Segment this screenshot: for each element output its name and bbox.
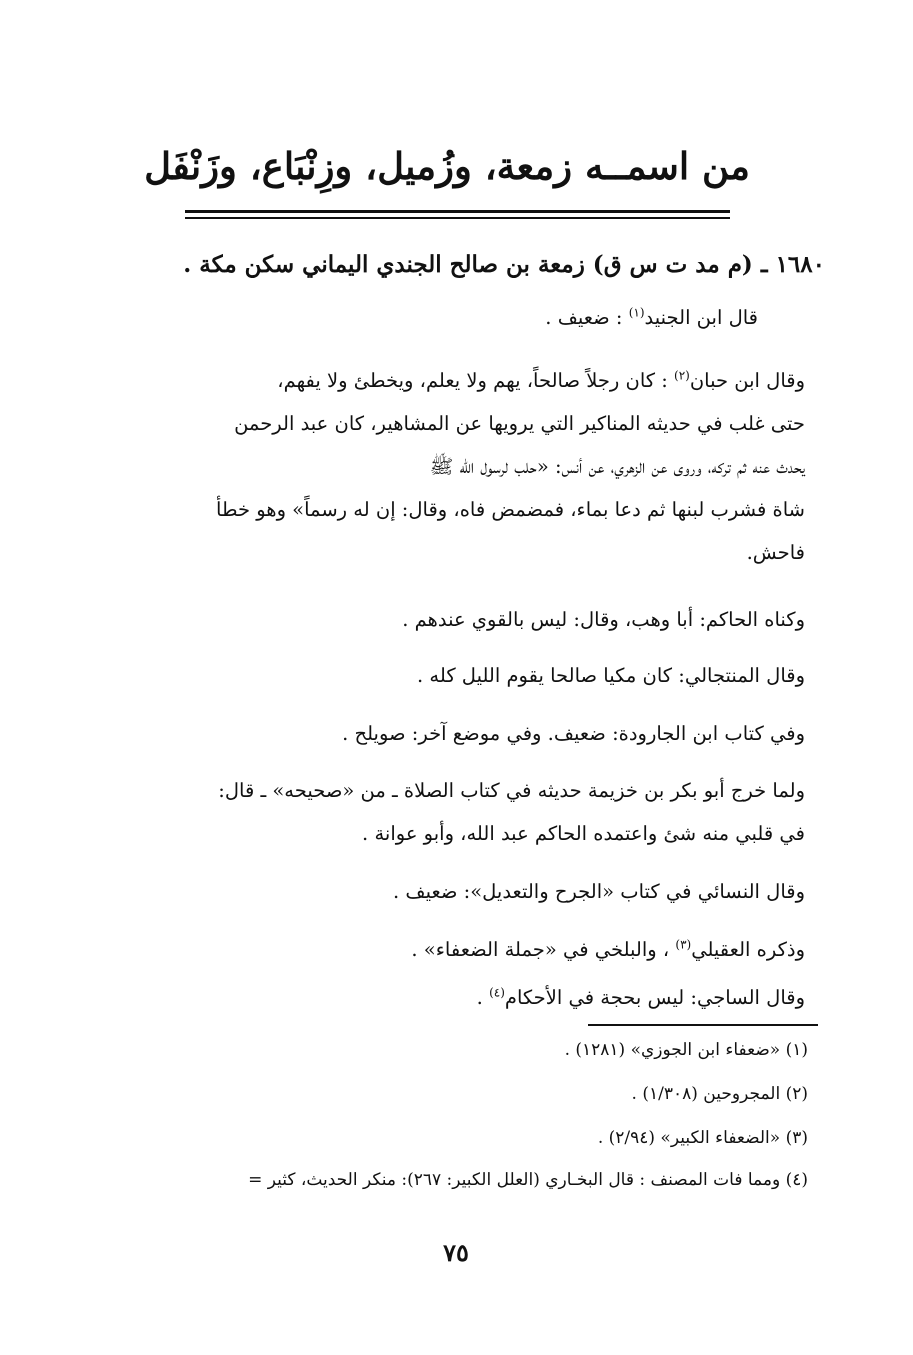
page-number: ٧٥ — [443, 1238, 469, 1267]
paragraph-line — [216, 363, 805, 399]
paragraph-line: في قلبي منه شئ واعتمده الحاكم عبد الله، وأبو عوانة . — [362, 822, 805, 845]
footnote-ref: (١) — [628, 305, 645, 320]
paragraph-al-nasai: وقال النسائي في كتاب «الجرح والتعديل»: ضعيف . — [393, 880, 805, 903]
chapter-title: من اسمــه زمعة، وزُميل، وزِنْبَاع، وزَنْفَل — [144, 144, 750, 188]
paragraph-text: قال ابن الجنيد — [644, 306, 758, 329]
paragraph-ibn-al-junayd — [545, 300, 758, 336]
paragraph-al-hakim: وكناه الحاكم: أبا وهب، وقال: ليس بالقوي عندهم . — [402, 608, 805, 631]
paragraph-text: وقال ابن حبان — [689, 369, 805, 392]
title-divider — [185, 210, 730, 219]
footnote-ref: (٣) — [675, 937, 692, 952]
paragraph-al-muntajali: وقال المنتجالي: كان مكيا صالحا يقوم الليل كله . — [417, 664, 805, 687]
paragraph-al-saji — [477, 980, 805, 1016]
footnote-3: (٣) «الضعفاء الكبير» (٢/٩٤) . — [597, 1128, 808, 1148]
paragraph-text: وقال الساجي: ليس بحجة في الأحكام — [504, 986, 805, 1009]
footnote-divider — [588, 1024, 818, 1026]
paragraph-line: شاة فشرب لبنها ثم دعا بماء، فمضمض فاه، وقال: إن له رسماً» وهو خطأ — [216, 498, 805, 521]
paragraph-text: . — [476, 986, 490, 1009]
paragraph-text: : كان رجلاً صالحاً، يهم ولا يعلم، ويخطئ ولا يفهم، — [277, 369, 675, 392]
paragraph-line: يحدث عنه ثم تركه، وروى عن الزهري، عن أنس: «حلب لرسول الله ﷺ — [429, 455, 805, 478]
footnote-1: (١) «ضعفاء ابن الجوزي» (١٢٨١) . — [564, 1040, 808, 1060]
footnote-ref: (٤) — [489, 985, 505, 1000]
entry-heading: ١٦٨٠ ـ (م مد ت س ق) زمعة بن صالح الجندي اليماني سكن مكة . — [183, 251, 825, 278]
paragraph-ibn-khuzayma — [218, 773, 805, 852]
paragraph-line: فاحش. — [746, 541, 805, 564]
paragraph-line: حتى غلب في حديثه المناكير التي يرويها عن المشاهير، كان عبد الرحمن — [234, 412, 805, 435]
paragraph-text: : ضعيف . — [545, 306, 629, 329]
paragraph-text: وذكره العقيلي — [691, 938, 805, 961]
paragraph-ibn-al-jaruda: وفي كتاب ابن الجارودة: ضعيف. وفي موضع آخر: صويلح . — [342, 722, 805, 745]
paragraph-text: ، والبلخي في «جملة الضعفاء» . — [411, 938, 676, 961]
footnote-4: (٤) ومما فات المصنف : قال البخـاري (العلل الكبير: ٢٦٧): منكر الحديث، كثير = — [248, 1170, 808, 1190]
footnote-2: (٢) المجروحين (١/٣٠٨) . — [631, 1084, 808, 1104]
paragraph-ibn-hibban — [216, 363, 805, 571]
paragraph-line: ولما خرج أبو بكر بن خزيمة حديثه في كتاب الصلاة ـ من «صحيحه» ـ قال: — [218, 779, 805, 802]
footnote-ref: (٢) — [674, 368, 690, 383]
paragraph-al-uqayli — [411, 932, 805, 968]
